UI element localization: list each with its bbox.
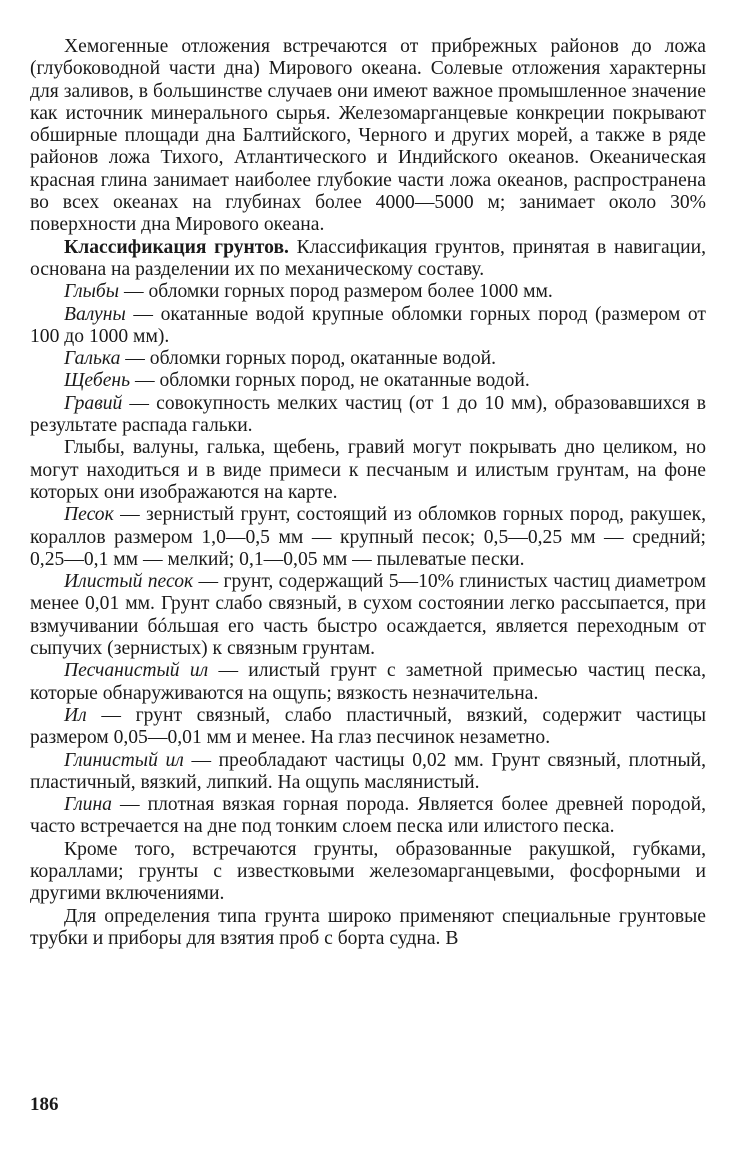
definition-pebbles — [30, 348, 706, 370]
definition-text: — преобладают частицы 0,02 мм. Грунт связный, плотный, пластичный, вязкий, липкий. На ощупь маслянистый. — [30, 749, 706, 793]
definition-text: — зернистый грунт, состоящий из обломков горных пород, ракушек, кораллов размером 1,0—0,5 мм — крупный песок; 0,5—0,25 мм — средний; 0,25—0,1 мм — мелкий; 0,1—0,05 мм — пылеватые пески. — [30, 504, 706, 570]
definition-boulders-blocks — [30, 281, 706, 303]
definition-text: — грунт, содержащий 5—10% глинистых частиц диаметром менее 0,01 мм. Грунт слабо связный, в сухом состоянии легко рассыпается, при взмучивании бóльшая его часть быстро осаждается, является переходным от сыпучих (зернистых) к связным грунтам. — [30, 571, 706, 660]
definition-clay — [30, 794, 706, 839]
term: Гравий — [64, 392, 123, 414]
section-heading: Классификация грунтов. — [64, 236, 289, 258]
page-number: 186 — [30, 1094, 59, 1115]
term: Галька — [64, 348, 121, 370]
paragraph-soil-sampling — [30, 906, 706, 951]
term: Песок — [64, 504, 114, 526]
page-body — [30, 36, 706, 950]
definition-text: — окатанные водой крупные обломки горных пород (размером от 100 до 1000 мм). — [30, 303, 706, 347]
definition-silt — [30, 705, 706, 750]
term: Глыбы — [64, 281, 120, 303]
term: Валуны — [64, 303, 126, 325]
definition-clayey-silt — [30, 750, 706, 795]
definition-boulders — [30, 304, 706, 349]
paragraph-text: Классификация грунтов, принятая в навигации, основана на разделении их по механическому составу. — [30, 236, 706, 280]
term: Щебень — [64, 370, 131, 392]
paragraph-text: Хемогенные отложения встречаются от прибрежных районов до ложа (глубоководной части дна) Мирового океана. Солевые отложения характерны для заливов, в большинстве случаев они имеют важное промышленное значение как источник минерального сырья. Железомарганцевые конкреции покрывают обширные площади дна Балтийского, Черного и других морей, а также в ряде районов ложа Тихого, Атлантического и Индийского океанов. Океаническая красная глина занимает наиболее глубокие части ложа океанов, распространена во всех океанах на глубинах более 4000—5000 м; занимает около 30% поверхности дна Мирового океана. — [30, 36, 706, 236]
paragraph-text: Кроме того, встречаются грунты, образованные ракушкой, губками, кораллами; грунты с известковыми железомарганцевыми, фосфорными и другими включениями. — [30, 838, 706, 905]
definition-text: — обломки горных пород размером более 1000 мм. — [119, 281, 553, 303]
term: Илистый песок — [64, 571, 194, 593]
definition-sandy-silt — [30, 660, 706, 705]
definition-text: — совокупность мелких частиц (от 1 до 10 мм), образовавшихся в результате распада гальки. — [30, 392, 706, 437]
paragraph-soil-classification — [30, 237, 706, 282]
definition-text: — плотная вязкая горная порода. Является более древней породой, часто встречается на дне под тонким слоем песка или илистого песка. — [30, 794, 706, 838]
paragraph-text: Глыбы, валуны, галька, щебень, гравий могут покрывать дно целиком, но могут находиться и в виде примеси к песчаным и илистым грунтам, на фоне которых они изображаются на карте. — [30, 437, 706, 503]
paragraph-coarse-inclusions — [30, 437, 706, 504]
definition-gravel — [30, 393, 706, 438]
term: Ил — [64, 704, 87, 726]
definition-crushed-stone — [30, 370, 706, 392]
definition-sand — [30, 504, 706, 571]
paragraph-other-soils — [30, 839, 706, 906]
definition-silty-sand — [30, 571, 706, 660]
term: Песчанистый ил — [64, 660, 209, 682]
definition-text: — обломки горных пород, окатанные водой. — [120, 348, 497, 370]
paragraph-chemogenic-deposits — [30, 36, 706, 237]
definition-text: — илистый грунт с заметной примесью частиц песка, которые обнаруживаются на ощупь; вязкость незначительна. — [30, 660, 707, 704]
definition-text: — обломки горных пород, не окатанные водой. — [130, 370, 530, 392]
definition-text: — грунт связный, слабо пластичный, вязкий, содержит частицы размером 0,05—0,01 мм и менее. На глаз песчинок незаметно. — [30, 704, 706, 749]
paragraph-text: Для определения типа грунта широко применяют специальные грунтовые трубки и приборы для взятия проб с борта судна. В — [30, 905, 706, 949]
term: Глина — [64, 794, 112, 816]
term: Глинистый ил — [64, 749, 184, 771]
